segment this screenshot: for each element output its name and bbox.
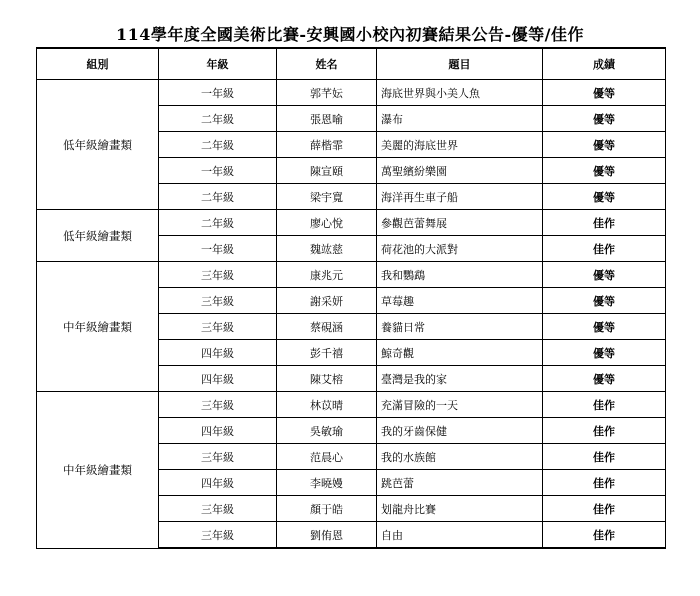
grade-cell: 三年級	[159, 262, 277, 288]
student-name-cell: 吳敏瑜	[277, 418, 377, 444]
student-name-cell: 林苡晴	[277, 392, 377, 418]
column-header-result: 成績	[543, 48, 666, 80]
grade-cell: 三年級	[159, 392, 277, 418]
grade-cell: 二年級	[159, 132, 277, 158]
result-cell: 佳作	[543, 418, 666, 444]
table-row	[37, 210, 666, 236]
topic-cell: 臺灣是我的家	[377, 366, 543, 392]
topic-cell: 萬聖繽紛樂園	[377, 158, 543, 184]
group-cell: 低年級繪畫類	[37, 210, 159, 262]
table-row	[37, 262, 666, 288]
column-header-grade: 年級	[159, 48, 277, 80]
student-name-cell: 魏竑慈	[277, 236, 377, 262]
group-cell: 中年級繪畫類	[37, 262, 159, 392]
student-name-cell: 張恩喻	[277, 106, 377, 132]
student-name-cell: 郭芊妘	[277, 80, 377, 106]
grade-cell: 三年級	[159, 496, 277, 522]
column-header-group: 組別	[37, 48, 159, 80]
column-header-topic: 題目	[377, 48, 543, 80]
topic-cell: 海洋再生車子船	[377, 184, 543, 210]
group-cell: 中年級繪畫類	[37, 392, 159, 549]
result-cell: 優等	[543, 184, 666, 210]
result-cell: 優等	[543, 80, 666, 106]
grade-cell: 四年級	[159, 340, 277, 366]
topic-cell: 跳芭蕾	[377, 470, 543, 496]
result-cell: 佳作	[543, 392, 666, 418]
group-cell: 低年級繪畫類	[37, 80, 159, 210]
topic-cell: 我的水族館	[377, 444, 543, 470]
grade-cell: 三年級	[159, 444, 277, 470]
topic-cell: 自由	[377, 522, 543, 549]
student-name-cell: 謝采妍	[277, 288, 377, 314]
header-row	[37, 48, 666, 80]
result-cell: 佳作	[543, 210, 666, 236]
topic-cell: 美麗的海底世界	[377, 132, 543, 158]
result-cell: 優等	[543, 314, 666, 340]
student-name-cell: 陳艾榕	[277, 366, 377, 392]
result-cell: 佳作	[543, 444, 666, 470]
grade-cell: 四年級	[159, 418, 277, 444]
result-cell: 優等	[543, 132, 666, 158]
topic-cell: 參觀芭蕾舞展	[377, 210, 543, 236]
student-name-cell: 梁宇寬	[277, 184, 377, 210]
results-table	[36, 47, 666, 549]
grade-cell: 二年級	[159, 184, 277, 210]
results-body	[37, 80, 666, 549]
result-cell: 佳作	[543, 522, 666, 549]
result-cell: 優等	[543, 288, 666, 314]
topic-cell: 我的牙齒保健	[377, 418, 543, 444]
student-name-cell: 康兆元	[277, 262, 377, 288]
column-header-name: 姓名	[277, 48, 377, 80]
result-cell: 佳作	[543, 236, 666, 262]
student-name-cell: 范晨心	[277, 444, 377, 470]
grade-cell: 一年級	[159, 80, 277, 106]
topic-cell: 荷花池的大派對	[377, 236, 543, 262]
student-name-cell: 陳宣頤	[277, 158, 377, 184]
student-name-cell: 蔡硯涵	[277, 314, 377, 340]
topic-cell: 養貓日常	[377, 314, 543, 340]
topic-cell: 我和鸚鵡	[377, 262, 543, 288]
result-cell: 佳作	[543, 496, 666, 522]
topic-cell: 海底世界與小美人魚	[377, 80, 543, 106]
student-name-cell: 廖心悅	[277, 210, 377, 236]
topic-cell: 草莓趣	[377, 288, 543, 314]
result-cell: 佳作	[543, 470, 666, 496]
result-cell: 優等	[543, 106, 666, 132]
result-cell: 優等	[543, 366, 666, 392]
topic-cell: 鯨奇觀	[377, 340, 543, 366]
student-name-cell: 劉侑恩	[277, 522, 377, 549]
grade-cell: 一年級	[159, 158, 277, 184]
grade-cell: 三年級	[159, 314, 277, 340]
grade-cell: 四年級	[159, 470, 277, 496]
grade-cell: 一年級	[159, 236, 277, 262]
topic-cell: 瀑布	[377, 106, 543, 132]
student-name-cell: 薛楷霏	[277, 132, 377, 158]
grade-cell: 三年級	[159, 288, 277, 314]
page-title: 114學年度全國美術比賽-安興國小校內初賽結果公告-優等/佳作	[115, 25, 585, 44]
grade-cell: 三年級	[159, 522, 277, 549]
grade-cell: 二年級	[159, 210, 277, 236]
topic-cell: 充滿冒險的一天	[377, 392, 543, 418]
grade-cell: 四年級	[159, 366, 277, 392]
student-name-cell: 李曉嫚	[277, 470, 377, 496]
table-row	[37, 80, 666, 106]
result-cell: 優等	[543, 158, 666, 184]
student-name-cell: 彭千禧	[277, 340, 377, 366]
result-cell: 優等	[543, 262, 666, 288]
grade-cell: 二年級	[159, 106, 277, 132]
topic-cell: 划龍舟比賽	[377, 496, 543, 522]
result-cell: 優等	[543, 340, 666, 366]
student-name-cell: 顏于皓	[277, 496, 377, 522]
table-row	[37, 392, 666, 418]
